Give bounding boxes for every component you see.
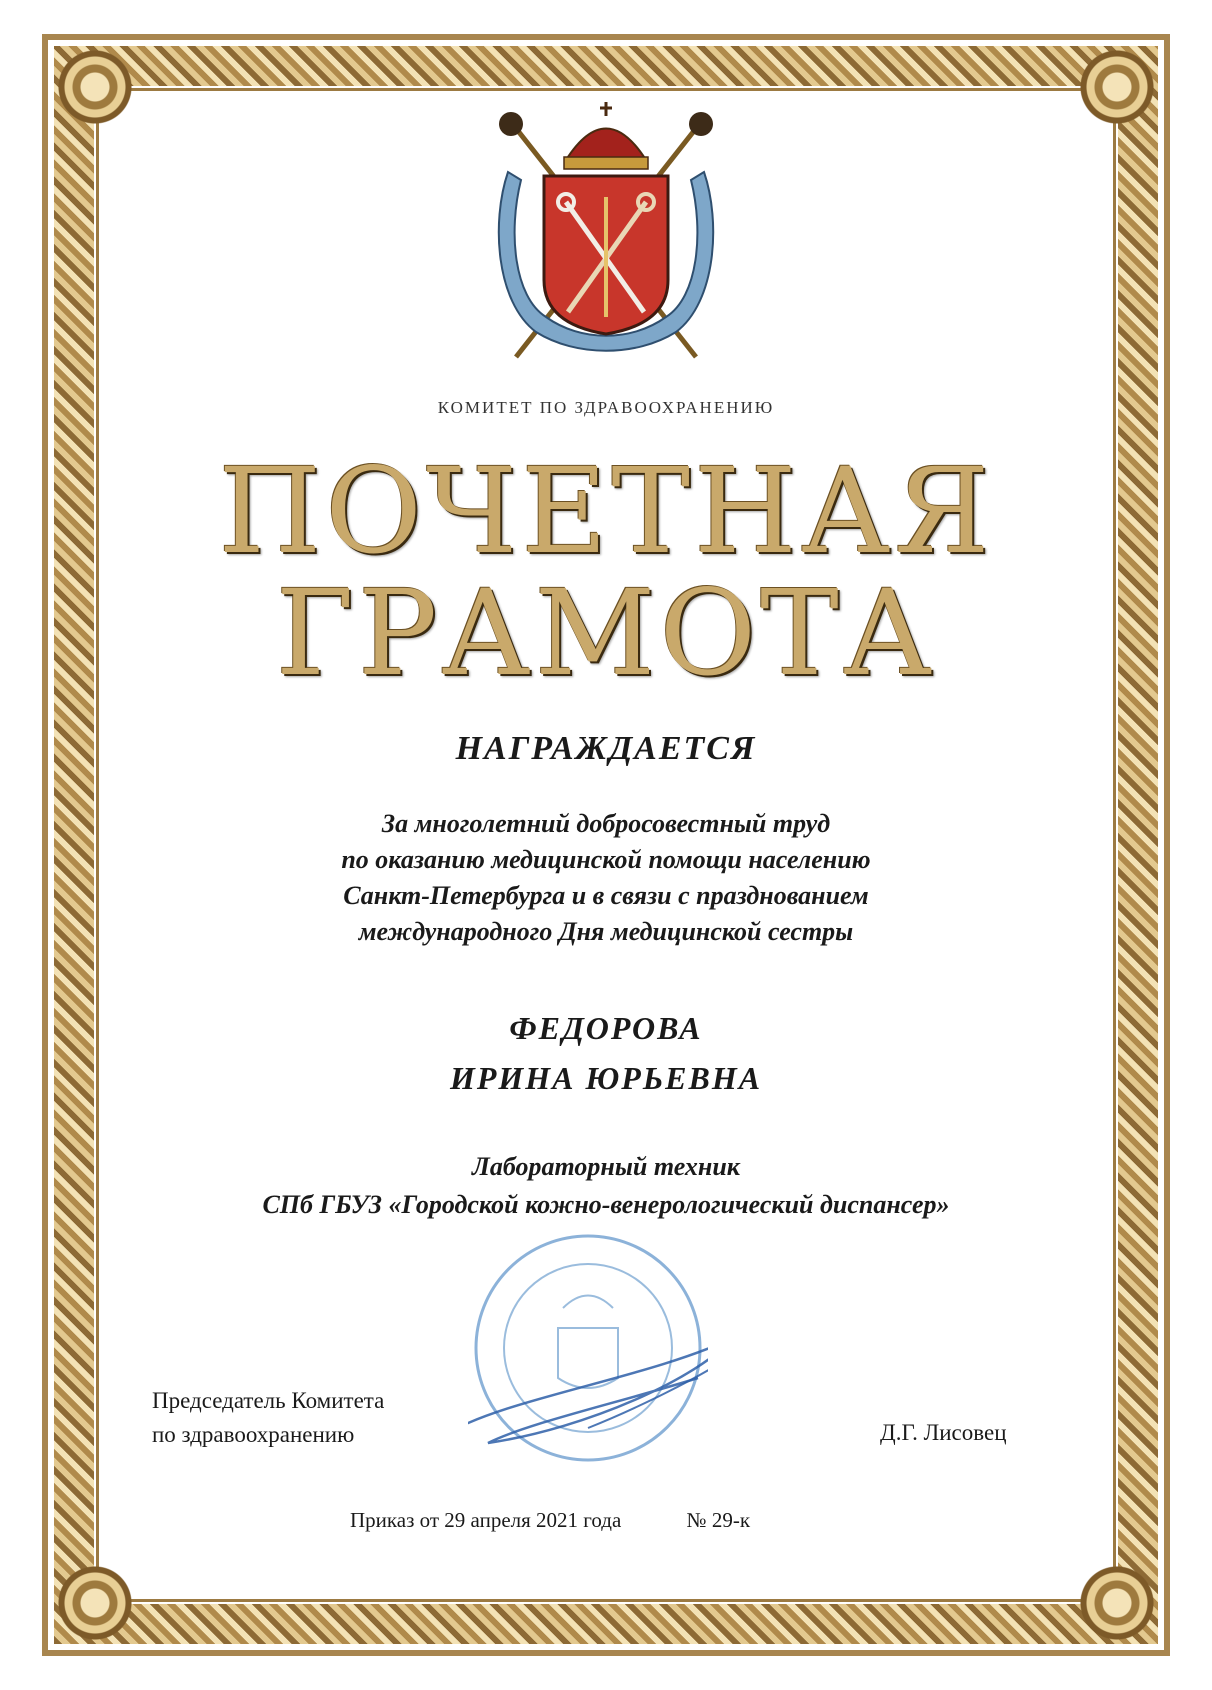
reason-line: по оказанию медицинской помощи населению <box>341 845 871 874</box>
certificate-title-line1: ПОЧЕТНАЯ <box>218 442 994 580</box>
recipient-organization: СПб ГБУЗ «Городской кожно-венерологический диспансер» <box>262 1190 950 1219</box>
recipient-surname: ФЕДОРОВА <box>509 1010 703 1046</box>
reason-line: Санкт-Петербурга и в связи с празднованием <box>343 881 869 910</box>
corner-ornament-bottom-left <box>40 1548 150 1658</box>
signer-title <box>152 1384 384 1452</box>
corner-ornament-top-right <box>1062 32 1172 142</box>
corner-ornament-top-left <box>40 32 150 142</box>
recipient-given-name: ИРИНА ЮРЬЕВНА <box>449 1060 763 1096</box>
recipient-position: Лабораторный техник <box>472 1152 740 1181</box>
official-stamp-seal <box>468 1228 708 1468</box>
reason-line: За многолетний добросовестный труд <box>381 809 831 838</box>
award-reason <box>0 806 1212 950</box>
signer-title-line: по здравоохранению <box>152 1422 355 1447</box>
certificate-title-line2: ГРАМОТА <box>275 564 937 702</box>
signer-title-line: Председатель Комитета <box>152 1388 385 1413</box>
st-petersburg-coat-of-arms-emblem <box>486 102 726 372</box>
corner-ornament-bottom-right <box>1062 1548 1172 1658</box>
awarded-heading: НАГРАЖДАЕТСЯ <box>455 730 757 767</box>
committee-name: КОМИТЕТ ПО ЗДРАВООХРАНЕНИЮ <box>437 398 775 417</box>
reason-line: международного Дня медицинской сестры <box>358 917 854 946</box>
order-reference <box>350 1508 750 1533</box>
signer-name: Д.Г. Лисовец <box>880 1420 1007 1445</box>
order-number: № 29-к <box>686 1508 751 1532</box>
order-date: Приказ от 29 апреля 2021 года <box>350 1508 622 1532</box>
